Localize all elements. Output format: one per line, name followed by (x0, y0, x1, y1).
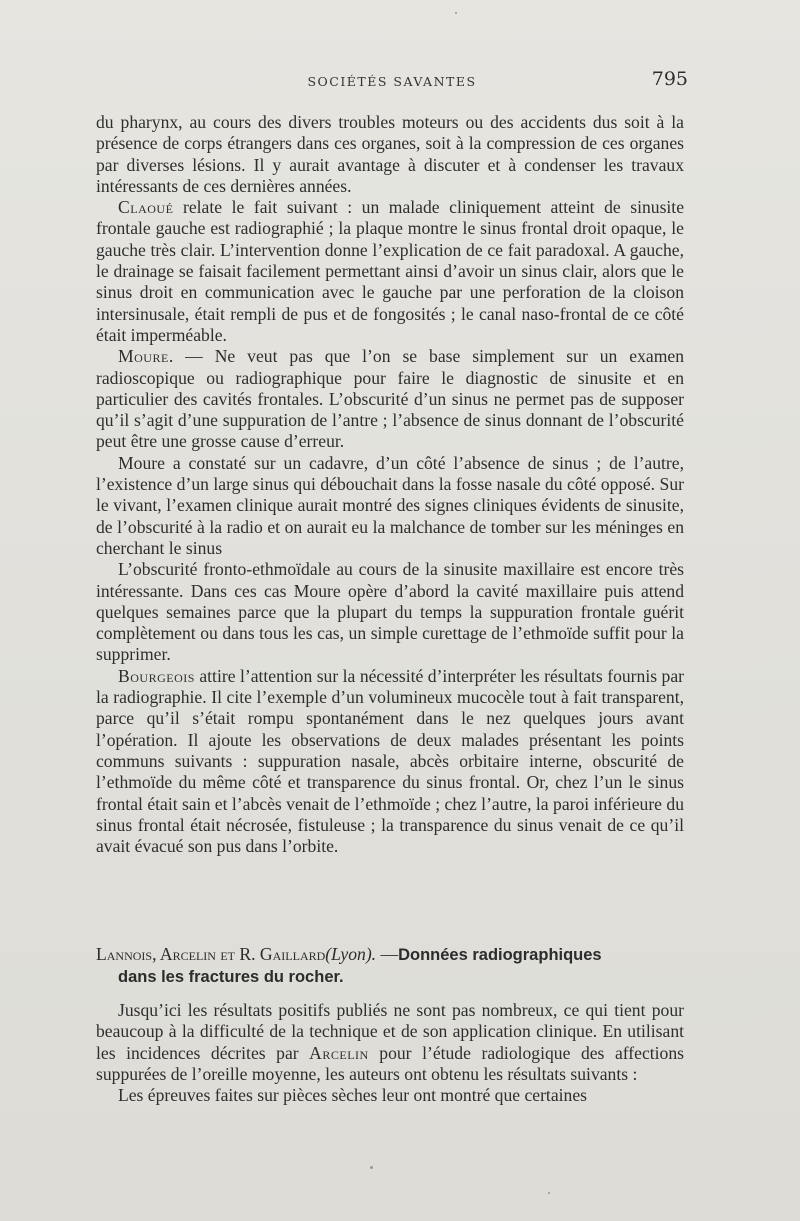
paragraph-text: Les épreuves faites sur pièces sèches leur ont montré que certaines (118, 1085, 587, 1106)
paragraph-bourgeois (96, 666, 684, 858)
section-title-part-2: dans les fractures du rocher. (118, 967, 344, 986)
author-name: Claoué (118, 197, 174, 218)
paper-speck (548, 1192, 550, 1194)
paragraph-1 (96, 112, 684, 197)
section-heading-line-1 (96, 944, 684, 967)
main-text (96, 112, 684, 857)
paragraph-text: . — Ne veut pas que l’on se base simplement sur un examen radioscopique ou radiographique pour faire le diagnostic de sinusite et en particulier des cavités frontales. L’obscurité d’un sinus ne permet pas de supposer qu’il s’agit d’une suppuration de l’antre ; l’absence de sinus donnant de l’obscurité peut être une grosse cause d’erreur. (96, 346, 684, 452)
section-authors: Lannois, Arcelin et R. Gaillard (96, 944, 326, 964)
paragraph-text: L’obscurité fronto-ethmoïdale au cours de la sinusite maxillaire est encore très intéressante. Dans ces cas Moure opère d’abord la cavité maxillaire puis attend quelques semaines parce que la plupart du temps la suppuration frontale guérit complètement ou dans tous les cas, un simple curettage de l’ethmoïde suffit pour la supprimer. (96, 559, 684, 665)
author-name: Arcelin (309, 1042, 369, 1063)
paragraph-text: attire l’attention sur la nécessité d’interpréter les résultats fournis par la radiographie. Il cite l’exemple d’un volumineux mucocèle tout à fait transparent, parce qu’il s’était rompu spontanément dans le nez quelques jours avant l’opération. Il ajoute les observations de deux malades présentant les points communs suivants : suppuration nasale, abcès orbitaire interne, obscurité de l’ethmoïde du même côté et transparence du sinus frontal. Or, chez l’un le sinus frontal était sain et l’abcès venait de l’ethmoïde ; chez l’autre, la paroi inférieure du sinus frontal était nécrosée, fistuleuse ; la transparence du sinus venait de ce qu’il avait évacué son pus dans l’orbite. (96, 665, 684, 857)
running-title: SOCIÉTÉS SAVANTES (307, 74, 477, 89)
paper-speck (455, 12, 457, 14)
section-title-part-1: Données radiographiques (398, 946, 602, 964)
paragraph-moure (96, 346, 684, 452)
page-number: 795 (651, 68, 688, 90)
section-text (96, 1000, 684, 1106)
page-header (96, 68, 688, 92)
paragraph-text: Jusqu’ici les résultats positifs publiés ne sont pas nombreux, ce qui tient pour beaucoup à la difficulté de la technique et de son application clinique. En utilisant les incidences décrites par (96, 1000, 684, 1063)
paragraph-cadavre (96, 453, 684, 559)
author-name: Bourgeois (118, 665, 195, 686)
section-paragraph-1 (96, 1000, 684, 1085)
section-place: (Lyon). (325, 944, 377, 964)
paragraph-text: relate le fait suivant : un malade cliniquement atteint de sinusite frontale gauche est radiographié ; la plaque montre le sinus frontal droit opaque, le gauche très clair. L’intervention donne l’explication de ce fait paradoxal. A gauche, le drainage se faisait facilement permettant ainsi d’avoir un sinus clair, alors que le sinus droit en communication avec le gauche par une perforation de la cloison intersinusale, était rempli de pus et de fongosités ; le canal naso-frontal de ce côté était imperméable. (96, 197, 684, 345)
paragraph-text: Moure a constaté sur un cadavre, d’un côté l’absence de sinus ; de l’autre, l’existence d’un large sinus qui débouchait dans la fosse nasale du côté opposé. Sur le vivant, l’examen clinique aurait montré des signes cliniques évidents de sinusite, de l’obscurité à la radio et on aurait eu la malchance de tomber sur les méninges en cherchant le sinus (96, 452, 684, 558)
paper-speck (370, 1166, 373, 1169)
paragraph-text: pour l’étude radiologique des affections suppurées de l’oreille moyenne, les auteurs ont obtenu les résultats suivants : (96, 1042, 684, 1084)
paragraph-text: du pharynx, au cours des divers troubles moteurs ou des accidents dus soit à la présence de corps étrangers dans ces organes, soit à la compression de ces organes par diverses lésions. Il y aurait avantage à discuter et à condenser les travaux intéressants de ces dernières années. (96, 112, 684, 196)
author-name: Moure (118, 346, 169, 367)
section-paragraph-2 (96, 1085, 684, 1106)
paragraph-fronto-ethmoidale (96, 559, 684, 665)
section-heading (96, 944, 684, 988)
paragraph-claoue (96, 197, 684, 346)
section-dash: — (376, 944, 399, 964)
